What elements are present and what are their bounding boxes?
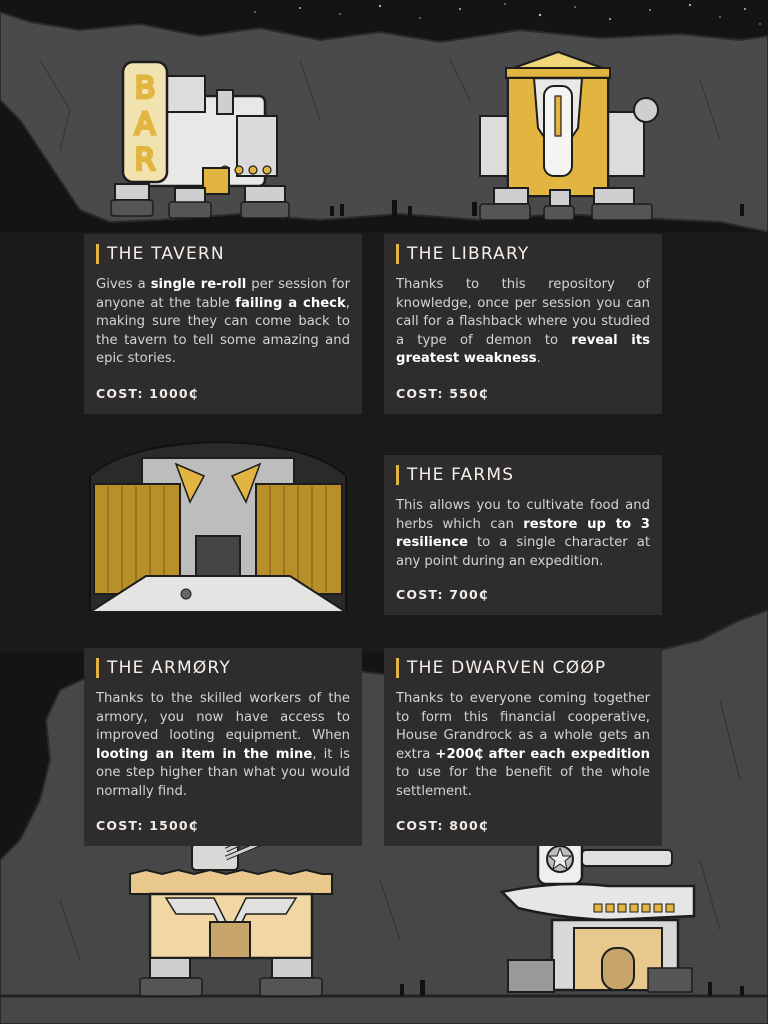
coop-description: Thanks to everyone coming together to form this financial cooperative, House Grandrock as a whole gets an extra +200₵ after each expedition to use for the benefit of the whole settlement. [396,691,650,799]
library-description: Thanks to this repository of knowledge, once per session you can call for a flashback where you studied a type of demon to reveal its greatest weakness. [396,277,650,366]
farms-cost: COST: 700₵ [396,587,489,602]
library-title: THE LIBRARY [396,244,650,264]
tavern-illustration [105,56,295,224]
coop-cost: COST: 800₵ [396,818,489,833]
bar-sign-letter-a: A [134,107,156,142]
armory-description: Thanks to the skilled workers of the armory, you now have access to improved looting equipment. When looting an item in the mine, it is one step higher than what you would normally find. [96,691,350,799]
farms-title: THE FARMS [396,465,650,485]
farms-illustration [86,436,350,616]
bar-sign-letter-b: B [134,71,156,106]
tavern-card [84,234,362,414]
armory-title: THE ARMØRY [96,658,350,678]
tavern-title: THE TAVERN [96,244,350,264]
library-illustration [474,48,670,226]
library-cost: COST: 550₵ [396,386,489,401]
tavern-cost: COST: 1000₵ [96,386,199,401]
armory-card [84,648,362,846]
farms-description: This allows you to cultivate food and herbs which can restore up to 3 resilience to a single character at any point during an expedition. [396,498,650,569]
coop-illustration [498,828,698,998]
library-card [384,234,662,414]
farms-card [384,455,662,615]
tavern-description: Gives a single re-roll per session for anyone at the table failing a check, making sure they can come back to the tavern to tell some amazing and epic stories. [96,277,351,366]
coop-title: THE DWARVEN CØØP [396,658,650,678]
bar-sign-letter-r: R [134,143,156,178]
coop-card [384,648,662,846]
armory-cost: COST: 1500₵ [96,818,199,833]
